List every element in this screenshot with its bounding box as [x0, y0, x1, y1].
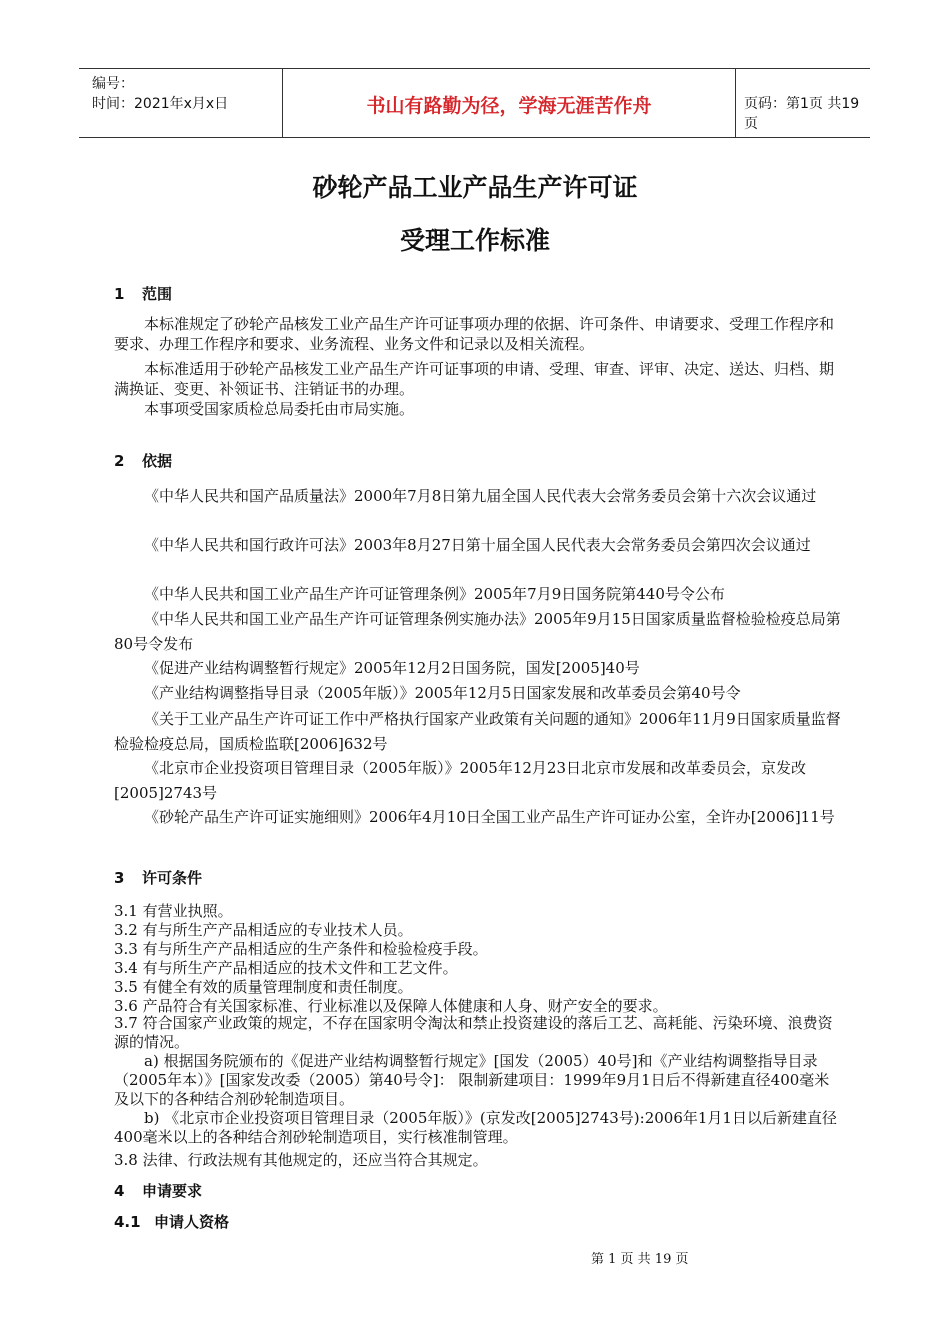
motto: 书山有路勤为径，学海无涯苦作舟	[366, 95, 652, 117]
basis-item: 《产业结构调整指导目录（2005年版）》2005年12月5日国家发展和改革委员会第40号令	[144, 684, 741, 702]
condition-item: 3.3 有与所生产产品相适应的生产条件和检验检疫手段。	[114, 940, 488, 958]
condition-sub-a: a) 根据国务院颁布的《促进产业结构调整暂行规定》[国发（2005）40号]和《产业结构调整指导目录（2005年本）》[国家发改委（2005）第40号令]： 限制新建项目：1999年9月1日后不得新建直径400毫米及以下的各种结合剂砂轮制造项目。	[114, 1052, 830, 1108]
condition-item-3-8: 3.8 法律、行政法规有其他规定的，还应当符合其规定。	[114, 1151, 488, 1169]
basis-item: 《促进产业结构调整暂行规定》2005年12月2日国务院，国发[2005]40号	[144, 659, 640, 677]
condition-sub-b: b) 《北京市企业投资项目管理目录（2005年版）》(京发改[2005]2743号):2006年1月1日以后新建直径400毫米以上的各种结合剂砂轮制造项目，实行核准制管理。	[114, 1109, 837, 1146]
section-4-heading: 4 申请要求	[114, 1182, 203, 1200]
condition-item: 3.4 有与所生产产品相适应的技术文件和工艺文件。	[114, 959, 458, 977]
basis-item: 《砂轮产品生产许可证实施细则》2006年4月10日全国工业产品生产许可证办公室，全许办[2006]11号	[144, 808, 835, 826]
section-1-paragraph-1: 本标准规定了砂轮产品核发工业产品生产许可证事项办理的依据、许可条件、申请要求、受理工作程序和要求、办理工作程序和要求、业务流程、业务文件和记录以及相关流程。	[114, 315, 835, 353]
section-1-paragraph-3: 本事项受国家质检总局委托由市局实施。	[144, 400, 415, 418]
condition-item: 3.2 有与所生产产品相适应的专业技术人员。	[114, 921, 413, 939]
page-header	[79, 68, 870, 138]
header-meta	[79, 69, 282, 137]
page-footer: 第 1 页 共 19 页	[591, 1252, 689, 1267]
section-2-heading: 2 依据	[114, 452, 173, 470]
condition-item: 3.6 产品符合有关国家标准、行业标准以及保障人体健康和人身、财产安全的要求。	[114, 997, 668, 1015]
basis-item: 《北京市企业投资项目管理目录（2005年版）》2005年12月23日北京市发展和改革委员会，京发改[2005]2743号	[114, 759, 807, 802]
number-label: 编号：	[92, 76, 134, 92]
basis-item: 《关于工业产品生产许可证工作中严格执行国家产业政策有关问题的通知》2006年11月9日国家质量监督检验检疫总局，国质检监联[2006]632号	[114, 710, 841, 753]
page-label: 页码：第1页 共19页	[744, 96, 860, 132]
condition-item: 3.5 有健全有效的质量管理制度和责任制度。	[114, 978, 413, 996]
header-motto-cell	[282, 69, 736, 137]
doc-title-line1: 砂轮产品工业产品生产许可证	[312, 173, 638, 202]
basis-item: 《中华人民共和国工业产品生产许可证管理条例实施办法》2005年9月15日国家质量监督检验检疫总局第80号令发布	[114, 610, 841, 653]
section-4-1-heading: 4.1 申请人资格	[114, 1213, 230, 1231]
doc-title-line2: 受理工作标准	[399, 226, 550, 255]
basis-item: 《中华人民共和国产品质量法》2000年7月8日第九届全国人民代表大会常务委员会第十六次会议通过	[144, 487, 817, 505]
basis-item: 《中华人民共和国工业产品生产许可证管理条例》2005年7月9日国务院第440号令公布	[144, 585, 725, 603]
date-label: 时间：2021年x月x日	[92, 96, 229, 112]
section-3-heading: 3 许可条件	[114, 869, 203, 887]
section-1-heading: 1 范围	[114, 285, 173, 303]
condition-item-3-7: 3.7 符合国家产业政策的规定，不存在国家明令淘汰和禁止投资建设的落后工艺、高耗能、污染环境、浪费资源的情况。	[114, 1014, 833, 1051]
basis-item: 《中华人民共和国行政许可法》2003年8月27日第十届全国人民代表大会常务委员会第四次会议通过	[144, 536, 811, 554]
section-1-paragraph-2: 本标准适用于砂轮产品核发工业产品生产许可证事项的申请、受理、审查、评审、决定、送达、归档、期满换证、变更、补领证书、注销证书的办理。	[114, 360, 835, 398]
condition-item: 3.1 有营业执照。	[114, 902, 233, 920]
